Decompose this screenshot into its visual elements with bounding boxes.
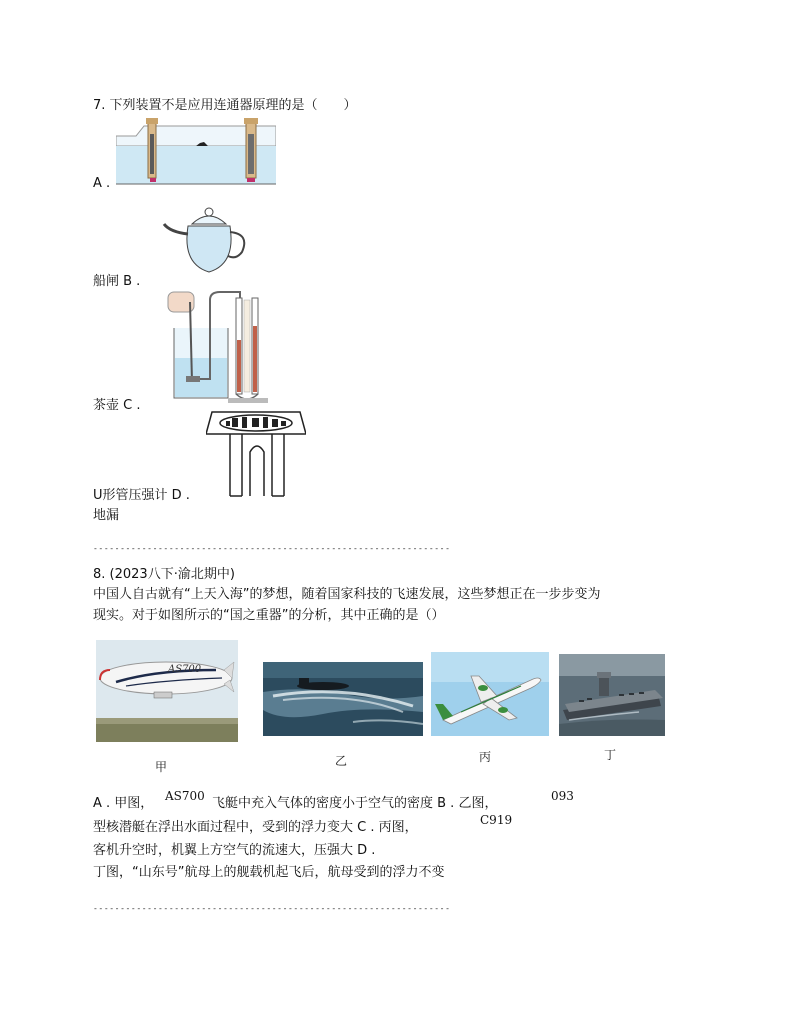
airship-photo bbox=[96, 640, 238, 742]
separator-line-bottom: ------------------------------------------------------------------ bbox=[93, 904, 451, 913]
q7-option-b: 船闸 B . bbox=[93, 274, 141, 289]
ship-lock-figure bbox=[116, 116, 276, 186]
q7-option-a: A . bbox=[93, 176, 111, 191]
q7-option-d-continued: 地漏 bbox=[93, 508, 120, 523]
q7-option-c: 茶壶 C . bbox=[93, 398, 141, 413]
caption-ding: 丁 bbox=[604, 748, 617, 762]
caption-yi: 乙 bbox=[335, 754, 348, 768]
manometer-figure bbox=[148, 290, 268, 406]
q8-option-a-text: 飞艇中充入气体的密度小于空气的密度 B . 乙图， bbox=[212, 796, 498, 811]
q8-option-d-text: 丁图，“山东号”航母上的舰载机起飞后，航母受到的浮力不变 bbox=[93, 865, 445, 880]
q8-option-c-text: 客机升空时，机翼上方空气的流速大，压强大 D . bbox=[93, 843, 376, 858]
airship-hull-text: AS700 bbox=[168, 664, 202, 675]
q7-option-d: U形管压强计 D . bbox=[93, 488, 190, 503]
c919-photo bbox=[431, 652, 549, 736]
submarine-photo bbox=[263, 662, 423, 736]
carrier-photo bbox=[559, 654, 665, 736]
separator-line: ------------------------------------------------------------------ bbox=[93, 544, 451, 553]
teapot-figure bbox=[162, 204, 252, 276]
q8-option-b-code: 093 bbox=[551, 789, 574, 803]
q8-option-a-prefix: A . 甲图， bbox=[93, 796, 154, 811]
q8-line-1: 中国人自古就有“上天入海”的梦想，随着国家科技的飞速发展，这些梦想正在一步步变为 bbox=[93, 587, 601, 602]
floor-drain-figure bbox=[206, 410, 306, 498]
caption-jia: 甲 bbox=[155, 760, 168, 774]
q7-title: 7. 下列装置不是应用连通器原理的是（ ） bbox=[93, 98, 357, 113]
caption-bing: 丙 bbox=[479, 750, 492, 764]
q8-option-b-text: 型核潜艇在浮出水面过程中，受到的浮力变大 C . 丙图， bbox=[93, 820, 418, 835]
q8-line-2: 现实。对于如图所示的“国之重器”的分析，其中正确的是（） bbox=[93, 608, 445, 623]
q8-option-c-code: C919 bbox=[480, 813, 513, 827]
q8-option-a-code: AS700 bbox=[165, 789, 205, 803]
q8-header: 8. (2023八下·渝北期中) bbox=[93, 567, 235, 582]
